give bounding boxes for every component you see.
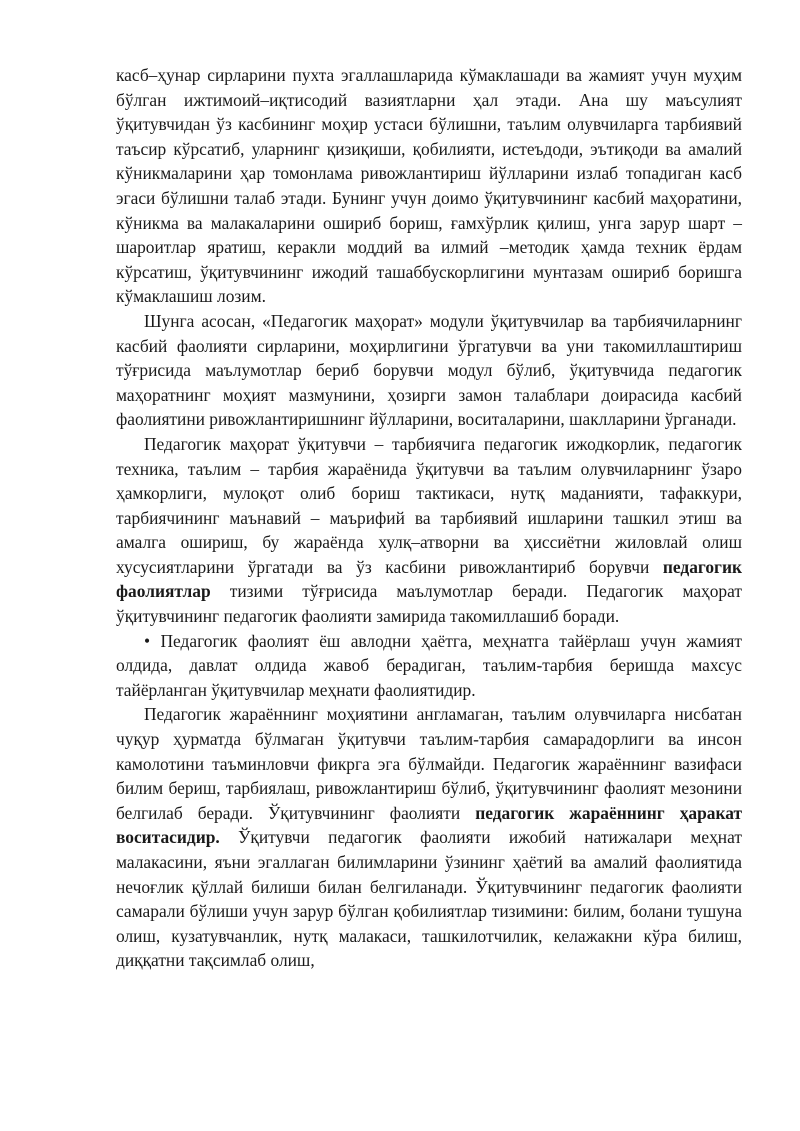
text-run: тизими тўғрисида маълумотлар беради. Педагогик маҳорат ўқитувчининг педагогик фаолияти замирида такомиллашиб боради. [116, 581, 742, 627]
bold-term-process-means: педагогик жараённинг ҳаракат воситасидир. [116, 802, 743, 848]
paragraph-continuation [116, 63, 742, 309]
paragraph-pedagogical-mastery [116, 432, 742, 629]
text-run: Шунга асосан, «Педагогик маҳорат» модули ўқитувчилар ва тарбиячиларнинг касбий фаолияти сирларини, моҳирлигини ўргатувчи ва уни такомиллаштириш тўғрисида маълумотлар бериб борувчи модул бўлиб, ўқитувчида педагогик маҳоратнинг моҳият мазмунини, ҳозирги замон талаблари доирасида касбий фаолиятини ривожлантиришнинг йўлларини, воситаларини, шаклларини ўрганади. [116, 310, 742, 430]
paragraph-bullet-activity [116, 629, 742, 703]
text-run: Педагогик жараённинг моҳиятини англамаган, таълим олувчиларга нисбатан чуқур ҳурматда бўлмаган ўқитувчи таълим-тарбия самарадорлиги ва инсон камолотини таъминловчи фикрга эга бўлмайди. Педагогик жараённинг вазифаси билим бериш, тарбиялаш, ривожлантириш бўлиб, ўқитувчининг фаолият мезонини белгилаб беради. Ўқитувчининг фаолияти [116, 704, 742, 823]
document-page [116, 63, 742, 973]
text-run: касб–ҳунар сирларини пухта эгаллашларида кўмаклашади ва жамият учун муҳим бўлган ижтимоий–иқтисодий вазиятларни ҳал этади. Ана шу маъсулият ўқитувчидан ўз касбининг моҳир устаси бўлишни, таълим олувчиларга тарбиявий таъсир кўрсатиб, уларнинг қизиқиши, қобилияти, истеъдоди, эътиқоди ва амалий кўникмаларини ҳар томонлама ривожлантириш йўлларини излаб топадиган касб эгаси бўлишни талаб этади. Бунинг учун доимо ўқитувчининг касбий маҳоратини, кўникма ва малакаларини ошириб бориш, ғамхўрлик қилиш, унга зарур шарт – шароитлар яратиш, керакли моддий ва илмий –методик ҳамда техник ёрдам кўрсатиш, ўқитувчининг ижодий ташаббускорлигини мунтазам ошириб боришга кўмаклашиш лозим. [116, 65, 742, 307]
text-run: • Педагогик фаолият ёш авлодни ҳаётга, меҳнатга тайёрлаш учун жамият олдида, давлат олдида жавоб берадиган, таълим-тарбия беришда махсус тайёрланган ўқитувчилар меҳнати фаолиятидир. [116, 630, 742, 700]
bold-term-pedagogical-activities: педагогик фаолиятлар [116, 556, 742, 602]
text-run: Педагогик маҳорат ўқитувчи – тарбиячига педагогик ижодкорлик, педагогик техника, таълим – тарбия жараёнида ўқитувчи ва таълим олувчиларнинг ўзаро ҳамкорлиги, мулоқот олиб бориш тактикаси, нутқ маданияти, тафаккури, тарбиячининг маънавий – маърифий ва тарбиявий ишларини ташкил этиш ва амалга ошириш, бу жараёнда хулқ–атворни ва ҳиссиётни жиловлай олиш хусусиятларини ўргатади ва ўз касбини ривожлантириб борувчи [116, 433, 742, 577]
paragraph-pedagogical-process [116, 702, 742, 973]
text-run: Ўқитувчи педагогик фаолияти ижобий натижалари меҳнат малакасини, яъни эгаллаган билимларини ўзининг ҳаётий ва амалий фаолиятида нечоғлик қўллай билиши билан белгиланади. Ўқитувчининг педагогик фаолияти самарали бўлиши учун зарур бўлган қобилиятлар тизимини: билим, болани тушуна олиш, кузатувчанлик, нутқ малакаси, ташкилотчилик, келажакни кўра билиш, диққатни тақсимлаб олиш, [116, 827, 742, 971]
paragraph-module-intro [116, 309, 742, 432]
